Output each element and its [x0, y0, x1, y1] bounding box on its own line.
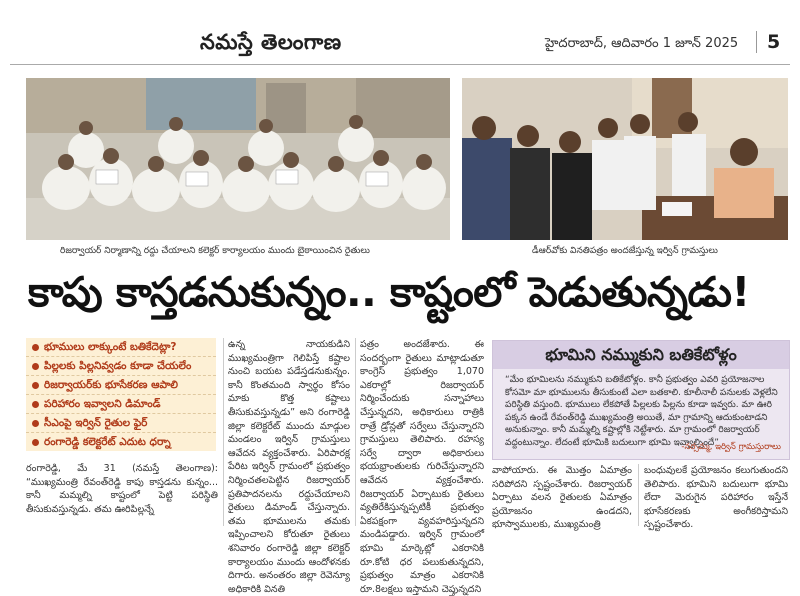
highlight-item: పిల్లలకు పిల్లనివ్వడం కూడా చేయలేం [26, 357, 216, 376]
bullet-icon [32, 382, 39, 389]
bullet-icon [32, 439, 39, 446]
column-divider [223, 338, 224, 526]
highlight-item: రిజర్వాయర్‌కు భూసేకరణ ఆపాలి [26, 376, 216, 395]
article-column-4: వాపోయారు. ఈ మొత్తం ఏమాత్రం సరిపోదని స్పష్టంచేశారు. రిజర్వాయర్ ఏర్పాటు వలన రైతులకు ఏమాత్రం ప్రయోజనం ఉండదని, భూస్వాములకు, ముఖ్యమంత్రి [492, 465, 632, 531]
quote-attribution: -నర్సమ్మ, ఇర్విన్ గ్రామస్తురాలు [681, 442, 781, 452]
article-column-1-intro: రంగారెడ్డి, మే 31 (నమస్తే తెలంగాణ): “ముఖ్యమంత్రి రేవంత్‌రెడ్డి కాపు కాస్తడను కున్నం... కానీ మమ్మల్ని కాష్టంలో పెట్టి పరిస్థితి తీసుకువస్తున్నడు. తమ ఊరిపిల్లన్నే [26, 463, 218, 515]
highlight-item: రంగారెడ్డి కలెక్టరేట్ ఎదుట ధర్నా [26, 433, 216, 451]
page-number: 5 [756, 31, 780, 53]
highlight-item: భూములు లాక్కుంటే బతికేదెట్లా? [26, 338, 216, 357]
petition-photo [462, 78, 788, 240]
petition-photo-caption: డీఆర్‌వోకు వినతిపత్రం అందజేస్తున్న ఇర్విన్ గ్రామస్తులు [532, 246, 718, 256]
newspaper-logo: నమస్తే తెలంగాణ [200, 30, 342, 54]
bullet-icon [32, 363, 39, 370]
dateline: హైదరాబాద్, ఆదివారం 1 జూన్ 2025 [545, 36, 739, 51]
quote-box-title: భూమిని నమ్ముకుని బతికేటోళ్లం [493, 341, 789, 369]
column-divider [638, 464, 639, 526]
bullet-icon [32, 344, 39, 351]
highlights-box [26, 338, 216, 451]
quote-box-text: “మేం భూమిలను నమ్ముకుని బతికేటోళ్లం. కానీ ప్రభుత్వం ఎవరి ప్రయోజనాల కోసమో మా భూములను తీసుకుంటే ఎలా బతకాలి. కూలీనాలీ పనులకు వెళ్లలేని పరిస్థితి వస్తుంది. భూములు లేకపోతే పిల్లలకు పిల్లను కూడా ఇవ్వరు. మా ఊరి పక్కన ఉండే రేవంత్‌రెడ్డి ముఖ్యమంత్రి అయితే, మా గ్రామాన్ని ఆదుకుంటాడని అనుకున్నాం. కానీ మమ్మల్ని కష్టాల్లోకి నెట్టేశారు. మా గ్రామంలో రిజర్వాయర్ వద్దంటున్నాం. లేదంటే భూమికి బదులుగా భూమి ఇవ్వాల్సిందే” [505, 375, 778, 448]
article-column-2: ఉన్న నాయకుడిని ముఖ్యమంత్రిగా గెలిపిస్తే కష్టాల నుంచి బయట పడేస్తడనుకున్నం. కానీ కొంతమంది స్వార్థం కోసం మాకు కొత్త కష్టాలు తీసుకువస్తున్నడు” అని రంగారెడ్డి జిల్లా కలెక్టరేట్ ముందు మాడ్గుల మండలం ఇర్విన్ గ్రామస్తులు ఆవేదన వ్యక్తంచేశారు. ఏరిపారక్ల పేరిట ఇర్విన్ గ్రామంలో ప్రభుత్వం నిర్మించతలపెట్టిన రిజర్వాయర్ ప్రతిపాదనలను రద్దుచేయాలని రైతులు డిమాండ్ చేస్తున్నారు. తమ భూములను తమకు ఇప్పించాలని కోరుతూ రైతులు శనివారం రంగారెడ్డి జిల్లా కలెక్టర్ కార్యాలయం ముందు ఆందోళనకు దిగారు. అనంతరం జిల్లా రెవెన్యూ అధికారికి వినతి [228, 339, 350, 595]
bullet-icon [32, 401, 39, 408]
quote-box [492, 340, 790, 460]
masthead-rule [10, 64, 790, 65]
protest-photo-caption: రిజర్వాయర్ నిర్మాణాన్ని రద్దు చేయాలని కలెక్టర్ కార్యాలయం ముందు బైఠాయించిన రైతులు [60, 246, 370, 256]
article-column-3: పత్రం అందజేశారు. ఈ సందర్భంగా రైతులు మాట్లాడుతూ కాంగ్రెస్ ప్రభుత్వం 1,070 ఎకరాల్లో రిజర్వాయర్ నిర్మించేందుకు సన్నాహాలు చేస్తున్నదని, అధికారులు రాత్రికి రాత్రే డ్రోన్లతో సర్వేలు చేస్తున్నారని గ్రామస్తులు తెలిపారు. రహస్య సర్వే ద్వారా అధికారులు భయభ్రాంతులకు గురిచేస్తున్నారని ఆవేదన వ్యక్తంచేశారు. రిజర్వాయర్ ఏర్పాటుకు రైతులు వ్యతిరేకిస్తున్నప్పటికీ ప్రభుత్వం ఏకపక్షంగా వ్యవహరిస్తున్నదని మండిపడ్డారు. ఇర్విన్ గ్రామంలో భూమి మార్కెట్లో ఎకరానికి రూ.కోటి ధర పలుకుతున్నదని, ప్రభుత్వం మాత్రం ఎకరానికి రూ.8లక్షలు ఇస్తామని చెప్తున్నదని [360, 339, 484, 595]
headline: కాపు కాస్తడనుకున్నం.. కాష్టంలో పెడుతున్నడు! [28, 268, 750, 316]
article-column-5: బంధువులకే ప్రయోజనం కలుగుతుందని తెలిపారు. భూమిని బదులుగా భూమి లేదా మెరుగైన పరిహారం ఇస్తేనే భూసేకరణకు అంగీకరిస్తామని స్పష్టంచేశారు. [644, 465, 788, 531]
highlight-item: సీఎంపై ఇర్విన్ రైతుల ఫైర్ [26, 414, 216, 433]
protest-photo [26, 78, 450, 240]
masthead [0, 0, 800, 62]
highlight-item: పరిహారం ఇవ్వాలని డిమాండ్ [26, 395, 216, 414]
bullet-icon [32, 420, 39, 427]
column-divider [355, 338, 356, 526]
